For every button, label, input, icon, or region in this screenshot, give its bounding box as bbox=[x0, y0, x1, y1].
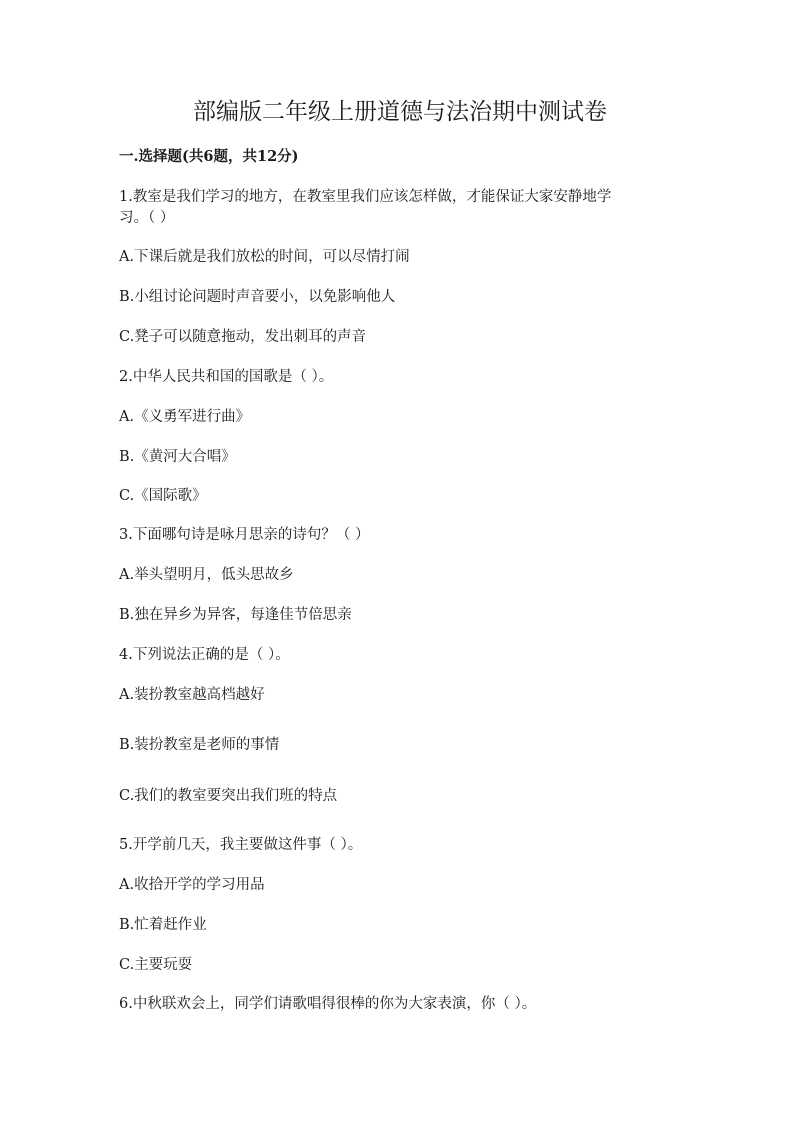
question-2-option-c: C.《国际歌》 bbox=[119, 488, 207, 504]
question-6-stem: 6.中秋联欢会上，同学们请歌唱得很棒的你为大家表演，你（ ）。 bbox=[119, 996, 537, 1012]
page-title: 部编版二年级上册道德与法治期中测试卷 bbox=[193, 99, 607, 125]
question-4-option-c: C.我们的教室要突出我们班的特点 bbox=[119, 788, 338, 804]
question-3-stem: 3.下面哪句诗是咏月思亲的诗句？（ ） bbox=[119, 527, 370, 543]
question-5-option-c: C.主要玩耍 bbox=[119, 957, 193, 973]
question-1-option-a: A.下课后就是我们放松的时间，可以尽情打闹 bbox=[119, 249, 410, 265]
question-4-option-a: A.装扮教室越高档越好 bbox=[119, 687, 265, 703]
question-5-option-b: B.忙着赶作业 bbox=[119, 917, 207, 933]
question-1-option-b: B.小组讨论问题时声音要小，以免影响他人 bbox=[119, 289, 396, 305]
question-2-stem: 2.中华人民共和国的国歌是（ ）。 bbox=[119, 369, 334, 385]
question-1-stem-line-1: 1.教室是我们学习的地方，在教室里我们应该怎样做，才能保证大家安静地学 bbox=[119, 189, 612, 205]
question-2-option-b: B.《黄河大合唱》 bbox=[119, 449, 236, 465]
question-4-option-b: B.装扮教室是老师的事情 bbox=[119, 737, 280, 753]
question-3-option-a: A.举头望明月，低头思故乡 bbox=[119, 567, 294, 583]
question-3-option-b: B.独在异乡为异客，每逢佳节倍思亲 bbox=[119, 607, 352, 623]
question-2-option-a: A.《义勇军进行曲》 bbox=[119, 409, 251, 425]
question-4-stem: 4.下列说法正确的是（ ）。 bbox=[119, 647, 290, 663]
question-1-stem-line-2: 习。（ ） bbox=[119, 210, 175, 226]
question-1-option-c: C.凳子可以随意拖动，发出刺耳的声音 bbox=[119, 329, 367, 345]
question-5-stem: 5.开学前几天，我主要做这件事（ ）。 bbox=[119, 837, 363, 853]
question-5-option-a: A.收拾开学的学习用品 bbox=[119, 877, 265, 893]
section-heading: 一.选择题(共6题，共12分) bbox=[119, 148, 299, 165]
